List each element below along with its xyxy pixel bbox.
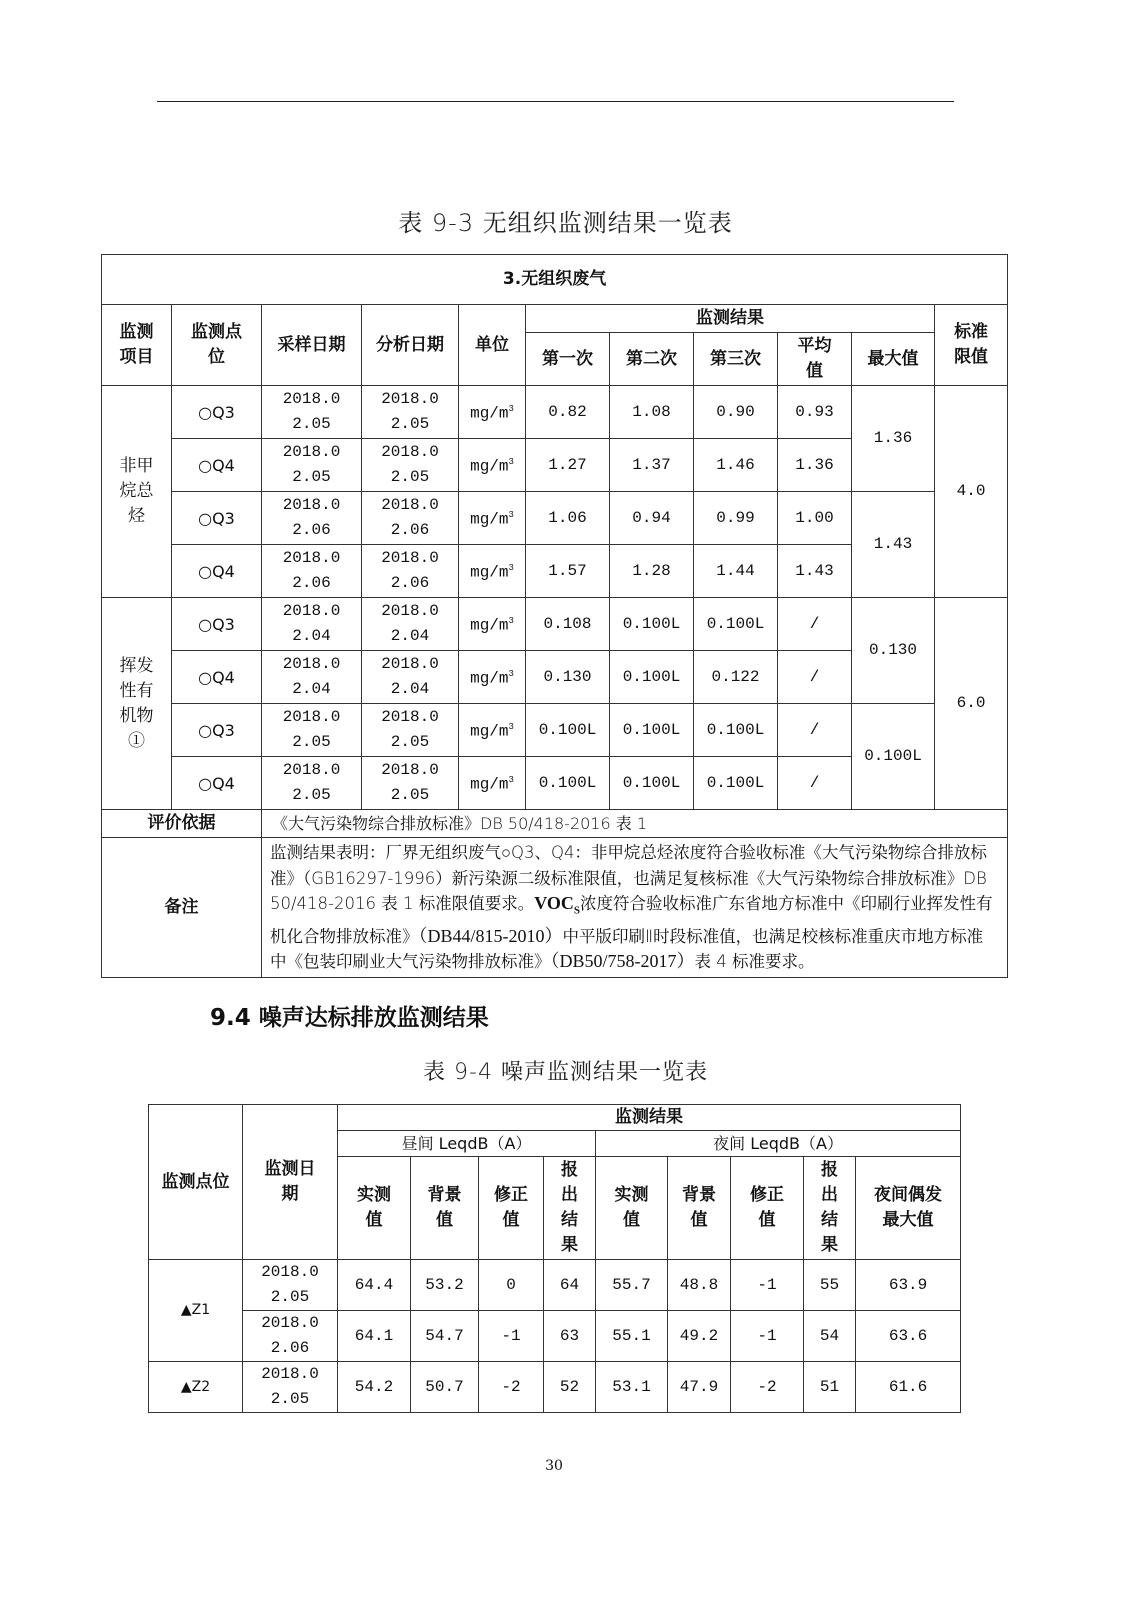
- unit: [459, 439, 526, 492]
- noise-n-rep: 55: [804, 1260, 856, 1311]
- result-second: 0.100L: [610, 651, 694, 704]
- header-day-correction: 修正值: [479, 1157, 544, 1260]
- analysis-date: 2018.02.06: [362, 545, 459, 598]
- table-row: [102, 704, 1008, 757]
- noise-n-max: 61.6: [856, 1362, 961, 1413]
- result-avg: /: [778, 704, 852, 757]
- note-part-2: 浓度符合验收标准广东省地方标准中《印刷行业挥发性有机化合物排放标准》: [270, 894, 993, 946]
- noise-n-bg: 49.2: [668, 1311, 731, 1362]
- analysis-date: 2018.02.04: [362, 651, 459, 704]
- result-avg: /: [778, 598, 852, 651]
- standard-limit: 4.0: [935, 386, 1008, 598]
- result-third: 1.44: [694, 545, 778, 598]
- basis-label: 评价依据: [102, 810, 262, 838]
- note-label: 备注: [102, 838, 262, 978]
- note-part-1: 监测结果表明：厂界无组织废气○Q3、Q4：非甲烷总烃浓度符合验收标准《大气污染物综合排放标准》（GB16297-1996）新污染源二级标准限值，也满足复核标准《大气污染物综合排放标准》DB 50/418-2016 表 1 标准限值要求。: [270, 843, 987, 913]
- result-third: 1.46: [694, 439, 778, 492]
- unit-base: mg/m: [470, 722, 509, 741]
- sample-date: 2018.02.04: [262, 598, 362, 651]
- header-second: 第二次: [610, 333, 694, 386]
- analysis-date: 2018.02.05: [362, 704, 459, 757]
- noise-d-corr: -1: [479, 1311, 544, 1362]
- result-first: 0.130: [526, 651, 610, 704]
- result-third: 0.99: [694, 492, 778, 545]
- item-name: 挥发性有机物①: [102, 598, 172, 810]
- header-results: 监测结果: [526, 305, 935, 333]
- unit-base: mg/m: [470, 457, 509, 476]
- analysis-date: 2018.02.04: [362, 598, 459, 651]
- noise-n-meas: 55.7: [596, 1260, 668, 1311]
- result-second: 1.28: [610, 545, 694, 598]
- header-unit: 单位: [459, 305, 526, 386]
- result-first: 1.57: [526, 545, 610, 598]
- sample-date: 2018.02.05: [262, 386, 362, 439]
- header-noise-point: 监测点位: [149, 1105, 243, 1260]
- sample-date: 2018.02.05: [262, 757, 362, 810]
- note-voc: VOC: [534, 893, 574, 913]
- note-text: [262, 838, 1008, 978]
- header-night: 夜间 LeqdB（A）: [596, 1131, 961, 1157]
- table-row: [102, 386, 1008, 439]
- note-part-4: 表 4 标准要求。: [694, 952, 815, 972]
- result-second: 0.100L: [610, 704, 694, 757]
- header-avg: 平均值: [778, 333, 852, 386]
- noise-n-bg: 47.9: [668, 1362, 731, 1413]
- header-first: 第一次: [526, 333, 610, 386]
- result-avg: /: [778, 757, 852, 810]
- noise-table: [148, 1104, 961, 1413]
- note-code-2: （DB50/758-2017）: [550, 951, 695, 972]
- result-second: 1.37: [610, 439, 694, 492]
- sample-date: 2018.02.06: [262, 492, 362, 545]
- page-number: 30: [545, 1458, 563, 1474]
- noise-n-max: 63.9: [856, 1260, 961, 1311]
- header-point: 监测点位: [172, 305, 262, 386]
- result-avg: 1.36: [778, 439, 852, 492]
- result-second: 0.94: [610, 492, 694, 545]
- table-9-3-caption: 表 9-3 无组织监测结果一览表: [398, 209, 733, 237]
- noise-d-rep: 63: [544, 1311, 596, 1362]
- result-avg: 1.00: [778, 492, 852, 545]
- unit-base: mg/m: [470, 404, 509, 423]
- header-day-background: 背景值: [411, 1157, 479, 1260]
- header-night-measured: 实测值: [596, 1157, 668, 1260]
- header-third: 第三次: [694, 333, 778, 386]
- noise-d-bg: 54.7: [411, 1311, 479, 1362]
- result-max: 0.100L: [852, 704, 935, 810]
- unit-base: mg/m: [470, 669, 509, 688]
- noise-point: ▲Z1: [149, 1260, 243, 1362]
- result-first: 1.06: [526, 492, 610, 545]
- monitoring-point: ○Q3: [172, 386, 262, 439]
- result-third: 0.100L: [694, 757, 778, 810]
- header-sample-date: 采样日期: [262, 305, 362, 386]
- analysis-date: 2018.02.06: [362, 492, 459, 545]
- analysis-date: 2018.02.05: [362, 757, 459, 810]
- noise-d-corr: 0: [479, 1260, 544, 1311]
- sample-date: 2018.02.04: [262, 651, 362, 704]
- basis-text: 《大气污染物综合排放标准》DB 50/418-2016 表 1: [262, 810, 1008, 838]
- result-max: 0.130: [852, 598, 935, 704]
- noise-n-meas: 55.1: [596, 1311, 668, 1362]
- section-heading: 9.4 噪声达标排放监测结果: [210, 1005, 489, 1031]
- noise-n-corr: -1: [731, 1260, 804, 1311]
- fugitive-emission-table: [101, 254, 1008, 978]
- sample-date: 2018.02.05: [262, 704, 362, 757]
- analysis-date: 2018.02.05: [362, 386, 459, 439]
- result-second: 0.100L: [610, 757, 694, 810]
- result-third: 0.122: [694, 651, 778, 704]
- noise-d-bg: 50.7: [411, 1362, 479, 1413]
- table-row: [149, 1260, 961, 1311]
- monitoring-point: ○Q3: [172, 598, 262, 651]
- result-first: 0.100L: [526, 704, 610, 757]
- header-night-background: 背景值: [668, 1157, 731, 1260]
- note-part-3: 中平版印刷Ⅱ时段标准值，也满足校核标准重庆市地方标准中《包装印刷业大气污染物排放标准》: [270, 926, 984, 972]
- header-day: 昼间 LeqdB（A）: [338, 1131, 596, 1157]
- header-day-reported: 报出结果: [544, 1157, 596, 1260]
- noise-n-rep: 54: [804, 1311, 856, 1362]
- result-third: 0.100L: [694, 598, 778, 651]
- noise-n-corr: -1: [731, 1311, 804, 1362]
- noise-n-bg: 48.8: [668, 1260, 731, 1311]
- result-avg: /: [778, 651, 852, 704]
- monitoring-point: ○Q4: [172, 439, 262, 492]
- unit: [459, 704, 526, 757]
- unit-exponent: 3: [508, 775, 514, 786]
- monitoring-point: ○Q3: [172, 492, 262, 545]
- noise-date: 2018.02.06: [243, 1311, 338, 1362]
- header-night-reported: 报出结果: [804, 1157, 856, 1260]
- analysis-date: 2018.02.05: [362, 439, 459, 492]
- unit-base: mg/m: [470, 616, 509, 635]
- table-row: [102, 598, 1008, 651]
- table-row: [149, 1311, 961, 1362]
- result-avg: 0.93: [778, 386, 852, 439]
- header-noise-results: 监测结果: [338, 1105, 961, 1131]
- noise-n-corr: -2: [731, 1362, 804, 1413]
- unit-base: mg/m: [470, 563, 509, 582]
- result-first: 1.27: [526, 439, 610, 492]
- unit-base: mg/m: [470, 510, 509, 529]
- unit: [459, 757, 526, 810]
- unit: [459, 545, 526, 598]
- unit-exponent: 3: [508, 722, 514, 733]
- unit-base: mg/m: [470, 775, 509, 794]
- result-third: 0.100L: [694, 704, 778, 757]
- noise-d-meas: 64.1: [338, 1311, 411, 1362]
- unit-exponent: 3: [508, 616, 514, 627]
- noise-d-corr: -2: [479, 1362, 544, 1413]
- unit: [459, 492, 526, 545]
- monitoring-point: ○Q3: [172, 704, 262, 757]
- unit: [459, 386, 526, 439]
- unit: [459, 598, 526, 651]
- noise-n-max: 63.6: [856, 1311, 961, 1362]
- result-second: 0.100L: [610, 598, 694, 651]
- header-night-correction: 修正值: [731, 1157, 804, 1260]
- header-noise-date: 监测日期: [243, 1105, 338, 1260]
- unit-exponent: 3: [508, 510, 514, 521]
- table-row: [102, 492, 1008, 545]
- noise-n-meas: 53.1: [596, 1362, 668, 1413]
- result-avg: 1.43: [778, 545, 852, 598]
- monitoring-point: ○Q4: [172, 757, 262, 810]
- unit: [459, 651, 526, 704]
- noise-date: 2018.02.05: [243, 1260, 338, 1311]
- item-name: 非甲烷总烃: [102, 386, 172, 598]
- noise-d-meas: 64.4: [338, 1260, 411, 1311]
- monitoring-point: ○Q4: [172, 545, 262, 598]
- result-third: 0.90: [694, 386, 778, 439]
- result-first: 0.100L: [526, 757, 610, 810]
- header-night-max: 夜间偶发最大值: [856, 1157, 961, 1260]
- unit-exponent: 3: [508, 404, 514, 415]
- header-item: 监测项目: [102, 305, 172, 386]
- result-second: 1.08: [610, 386, 694, 439]
- unit-exponent: 3: [508, 457, 514, 468]
- noise-date: 2018.02.05: [243, 1362, 338, 1413]
- table-section-title: 3.无组织废气: [102, 255, 1008, 305]
- result-max: 1.43: [852, 492, 935, 598]
- header-max: 最大值: [852, 333, 935, 386]
- header-analysis-date: 分析日期: [362, 305, 459, 386]
- table-9-4-caption: 表 9-4 噪声监测结果一览表: [423, 1060, 708, 1085]
- unit-exponent: 3: [508, 563, 514, 574]
- noise-d-meas: 54.2: [338, 1362, 411, 1413]
- noise-n-rep: 51: [804, 1362, 856, 1413]
- result-max: 1.36: [852, 386, 935, 492]
- sample-date: 2018.02.06: [262, 545, 362, 598]
- unit-exponent: 3: [508, 669, 514, 680]
- noise-d-rep: 52: [544, 1362, 596, 1413]
- noise-point: ▲Z2: [149, 1362, 243, 1413]
- result-first: 0.82: [526, 386, 610, 439]
- noise-d-bg: 53.2: [411, 1260, 479, 1311]
- header-day-measured: 实测值: [338, 1157, 411, 1260]
- sample-date: 2018.02.05: [262, 439, 362, 492]
- standard-limit: 6.0: [935, 598, 1008, 810]
- header-rule: [157, 101, 954, 102]
- noise-d-rep: 64: [544, 1260, 596, 1311]
- result-first: 0.108: [526, 598, 610, 651]
- table-row: [149, 1362, 961, 1413]
- note-code-1: （DB44/815-2010）: [418, 925, 563, 946]
- header-limit: 标准限值: [935, 305, 1008, 386]
- note-voc-sub: S: [573, 904, 580, 917]
- monitoring-point: ○Q4: [172, 651, 262, 704]
